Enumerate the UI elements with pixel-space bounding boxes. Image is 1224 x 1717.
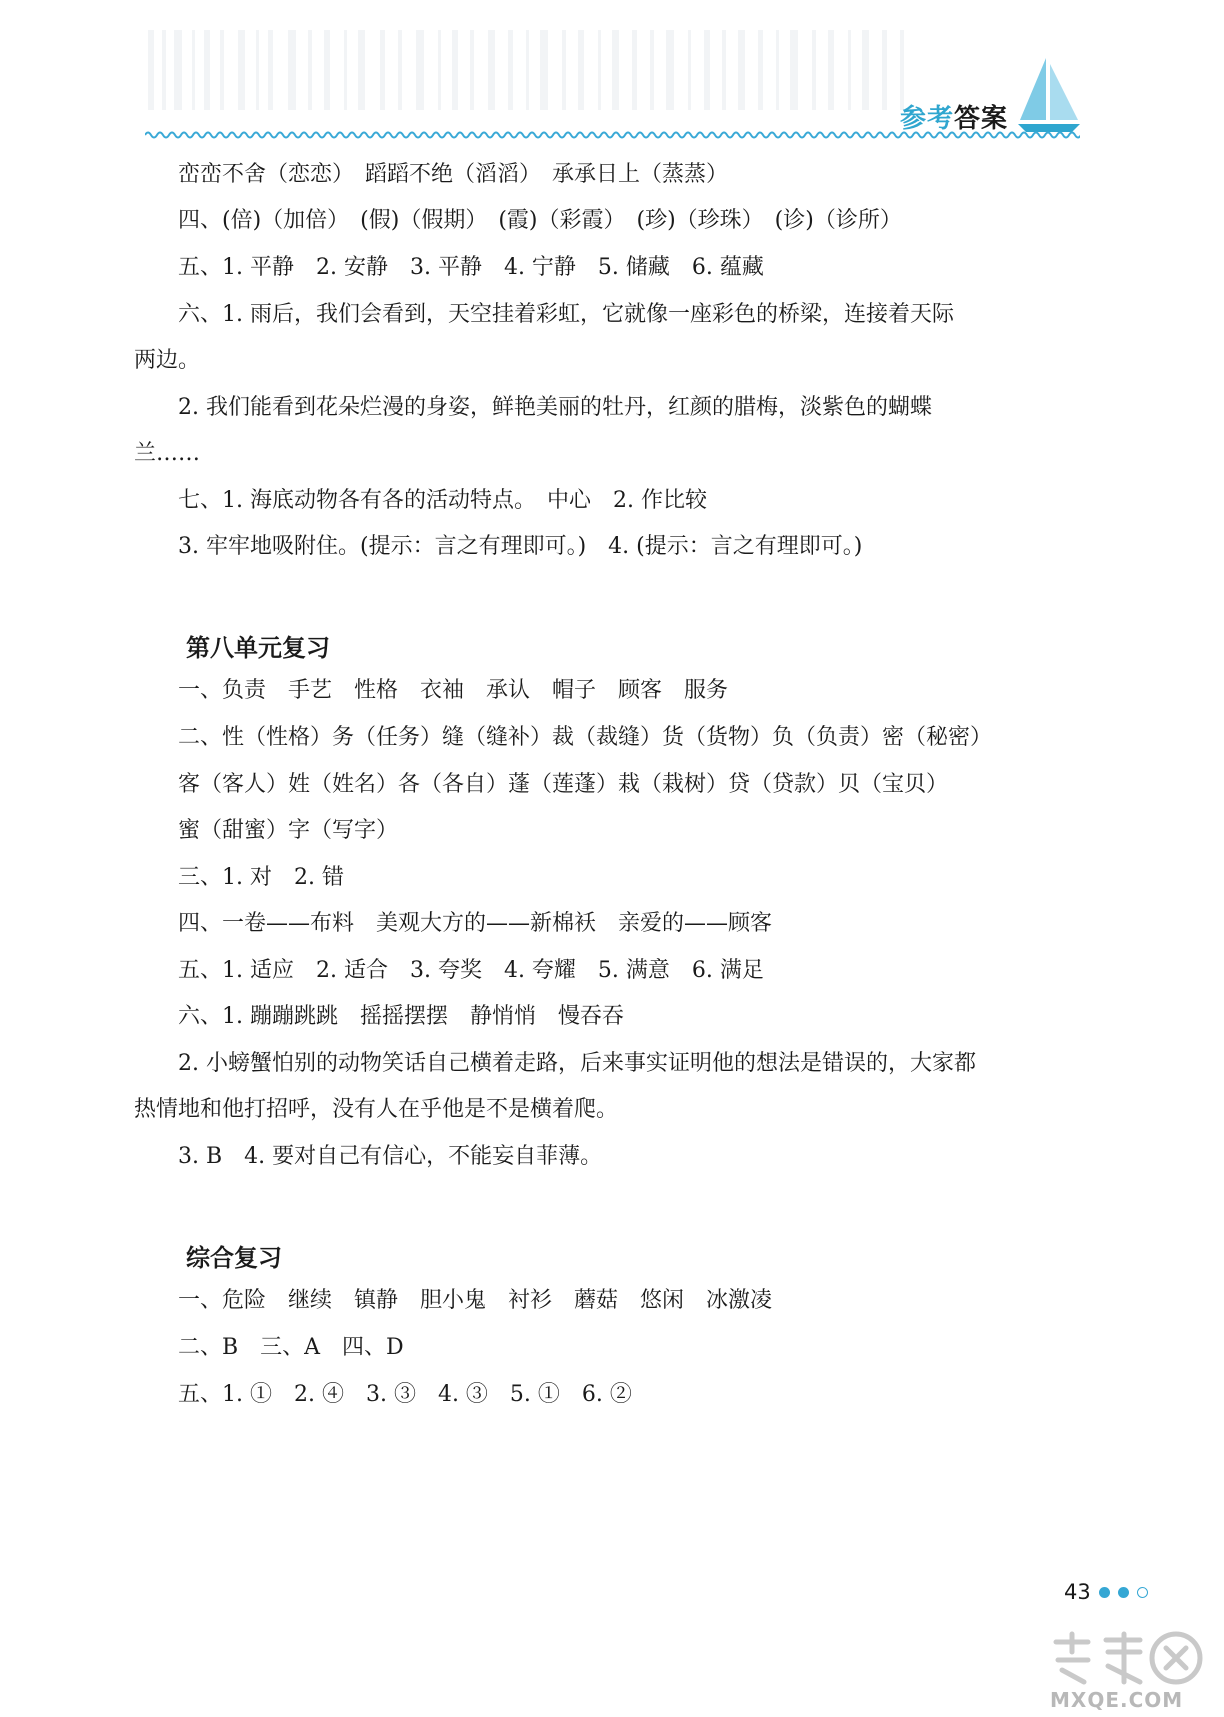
section-title-review: 综合复习 (186, 1244, 282, 1272)
answer-line: 六、1. 雨后，我们会看到，天空挂着彩虹，它就像一座彩色的桥梁，连接着天际 (178, 302, 954, 327)
answer-line: 3. B 4. 要对自己有信心，不能妄自菲薄。 (178, 1144, 603, 1169)
header-decoration-bars (148, 20, 1018, 120)
page-dot-icon (1099, 1587, 1110, 1598)
answer-line: 客（客人）姓（姓名）各（各自）蓬（莲蓬）栽（栽树）贷（贷款）贝（宝贝） (178, 772, 949, 797)
answer-line: 五、1. 平静 2. 安静 3. 平静 4. 宁静 5. 储藏 6. 蕴藏 (178, 255, 764, 280)
page-footer (1064, 1580, 1148, 1604)
answer-line: 热情地和他打招呼，没有人在乎他是不是横着爬。 (134, 1097, 619, 1122)
answer-line: 3. 牢牢地吸附住。(提示：言之有理即可。) 4. (提示：言之有理即可。) (178, 534, 863, 559)
sailboat-icon (1016, 56, 1082, 134)
answer-line: 四、(倍)（加倍） (假)（假期） (霞)（彩霞） (珍)（珍珠） (诊)（诊所） (178, 208, 902, 233)
answer-line: 七、1. 海底动物各有各的活动特点。 中心 2. 作比较 (178, 488, 707, 513)
answer-line: 兰…… (134, 441, 201, 466)
answer-line: 蜜（甜蜜）字（写字） (178, 818, 399, 843)
answer-line: 2. 我们能看到花朵烂漫的身姿，鲜艳美丽的牡丹，红颜的腊梅，淡紫色的蝴蝶 (178, 395, 932, 420)
watermark-text: MXQE.COM (1050, 1688, 1184, 1712)
page-dot-icon (1118, 1587, 1129, 1598)
answer-line: 四、一卷——布料 美观大方的——新棉袄 亲爱的——顾客 (178, 911, 773, 936)
header-wave-divider (145, 128, 1080, 142)
page-dot-icon (1137, 1587, 1148, 1598)
answer-line: 六、1. 蹦蹦跳跳 摇摇摆摆 静悄悄 慢吞吞 (178, 1004, 624, 1029)
answer-line: 一、危险 继续 镇静 胆小鬼 衬衫 蘑菇 悠闲 冰激凌 (178, 1288, 773, 1313)
answer-line: 二、性（性格）务（任务）缝（缝补）裁（裁缝）货（货物）负（负责）密（秘密） (178, 725, 993, 750)
answer-line: 峦峦不舍（恋恋） 蹈蹈不绝（滔滔） 承承日上（蒸蒸） (178, 162, 729, 187)
header-title-part1: 参考 (900, 104, 955, 134)
answer-line: 二、B 三、A 四、D (178, 1335, 404, 1360)
section-title-unit8: 第八单元复习 (186, 634, 330, 662)
page-number: 43 (1064, 1580, 1091, 1604)
answer-line: 五、1. 适应 2. 适合 3. 夸奖 4. 夸耀 5. 满意 6. 满足 (178, 958, 764, 983)
answer-line: 一、负责 手艺 性格 衣袖 承认 帽子 顾客 服务 (178, 678, 729, 703)
header-title-part2: 答案 (954, 104, 1009, 134)
answer-line: 两边。 (134, 348, 201, 373)
answer-line: 三、1. 对 2. 错 (178, 865, 344, 890)
answer-line: 2. 小螃蟹怕别的动物笑话自己横着走路，后来事实证明他的想法是错误的，大家都 (178, 1051, 976, 1076)
answer-line: 五、1. ① 2. ④ 3. ③ 4. ③ 5. ① 6. ② (178, 1382, 632, 1407)
